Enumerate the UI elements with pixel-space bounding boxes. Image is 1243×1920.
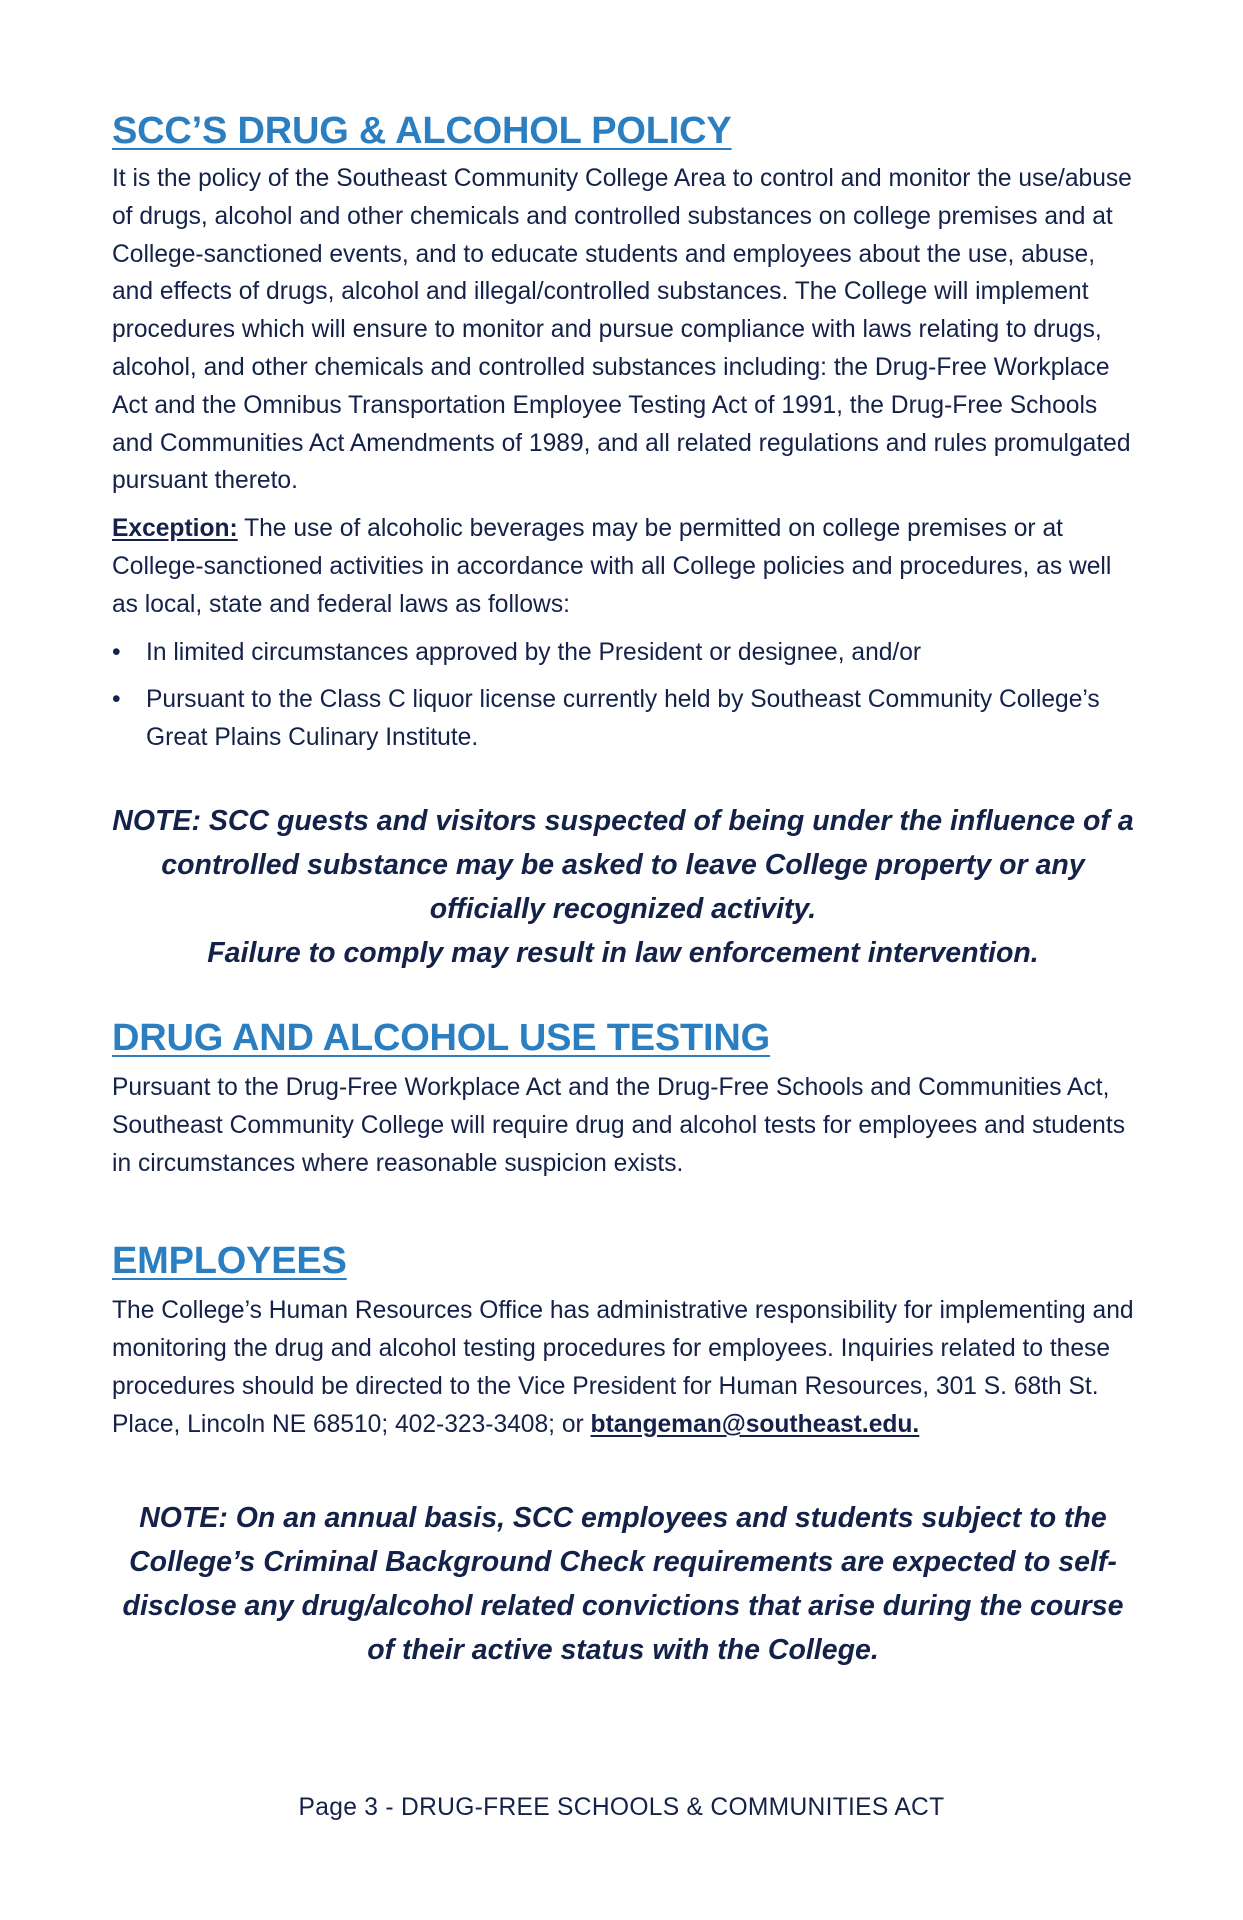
testing-heading: DRUG AND ALCOHOL USE TESTING [112,1016,771,1059]
guest-note-warning: Failure to comply may result in law enforcement intervention. [207,936,1039,969]
page-footer: Page 3 - DRUG-FREE SCHOOLS & COMMUNITIES ACT [298,1794,945,1821]
exception-list [112,634,1134,757]
guest-note-main: NOTE: SCC guests and visitors suspected of being under the influence of a controlled substance may be asked to leave College property or any officially recognized activity. [112,804,1134,925]
list-item [112,681,1134,757]
list-item-text: In limited circumstances approved by the President or designee, and/or [146,638,922,666]
exception-text: The use of alcoholic beverages may be permitted on college premises or at College-sanctioned activities in accordance with all College policies and procedures, as well as local, state and federal laws as follows: [112,515,1112,618]
document-page [112,108,1134,1672]
employees-heading: EMPLOYEES [112,1240,347,1283]
testing-body: Pursuant to the Drug-Free Workplace Act and the Drug-Free Schools and Communities Act, Southeast Community College will require drug and alcohol tests for employees and students in circumstances where reasonable suspicion exists. [112,1073,1125,1177]
disclosure-note: NOTE: On an annual basis, SCC employees and students subject to the College’s Criminal Background Check requirements are expected to self-disclose any drug/alcohol related convictions that arise during the course of their active status with the College. [122,1501,1124,1666]
guest-note [112,799,1134,975]
exception-label: Exception: [112,515,238,543]
contact-email-link[interactable]: btangeman@southeast.edu. [590,1410,920,1438]
list-item [112,634,1134,672]
exception-paragraph [112,510,1134,623]
policy-body: It is the policy of the Southeast Community College Area to control and monitor the use/abuse of drugs, alcohol and other chemicals and controlled substances on college premises and at College-sanctioned events, and to educate students and employees about the use, abuse, and effects of drugs, alcohol and illegal/controlled substances. The College will implement procedures which will ensure to monitor and pursue compliance with laws relating to drugs, alcohol, and other chemicals and controlled substances including: the Drug-Free Workplace Act and the Omnibus Transportation Employee Testing Act of 1991, the Drug-Free Schools and Communities Act Amendments of 1989, and all related regulations and rules promulgated pursuant thereto. [112,165,1132,495]
employees-body-text: The College’s Human Resources Office has administrative responsibility for implementing and monitoring the drug and alcohol testing procedures for employees. Inquiries related to these procedures should be directed to the Vice President for Human Resources, 301 S. 68th St. Place, Lincoln NE 68510; 402-323-3408; or [112,1297,1134,1438]
bullet-icon: • [112,638,121,666]
list-item-text: Pursuant to the Class C liquor license currently held by Southeast Community College’s Great Plains Culinary Institute. [146,686,1100,752]
employees-body [112,1292,1134,1443]
bullet-icon: • [112,686,121,714]
policy-heading: SCC’S DRUG & ALCOHOL POLICY [112,110,732,152]
